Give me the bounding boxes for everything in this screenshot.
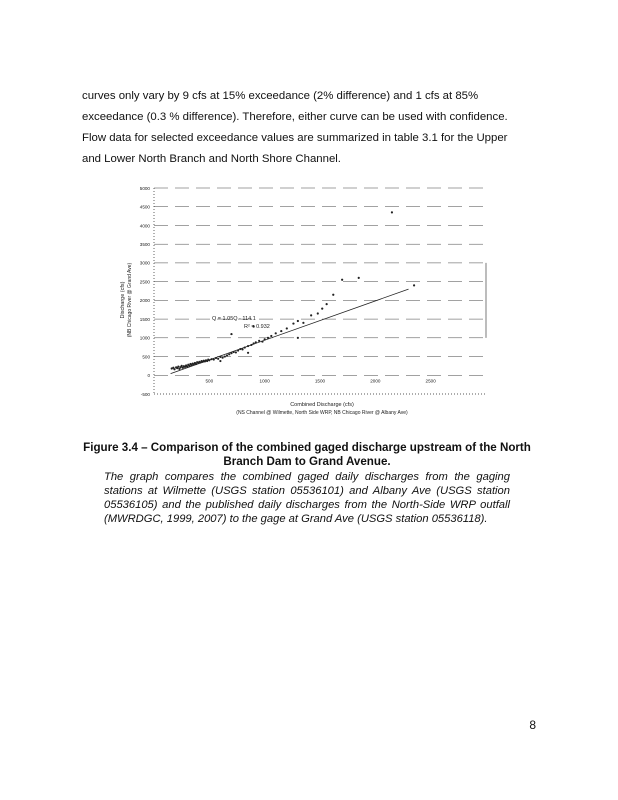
body-line: and Lower North Branch and North Shore Channel. [82, 153, 341, 165]
chart-point [230, 333, 232, 335]
chart-y-tick-label: 0 [147, 373, 150, 379]
chart-y-tick-label: 5000 [139, 185, 150, 191]
chart-y-tick-label: 3500 [139, 241, 150, 247]
chart-y-tick-label: -500 [140, 391, 150, 397]
chart-y-tick-label: 4000 [139, 223, 150, 229]
chart-point [224, 355, 226, 357]
chart-x-tick-label: 2500 [425, 378, 436, 384]
chart-point [228, 353, 230, 355]
chart-point [177, 366, 179, 368]
chart-point [341, 279, 343, 281]
chart-point [332, 294, 334, 296]
chart-point [226, 354, 228, 356]
chart-y-tick-label: 1500 [139, 316, 150, 322]
chart-y-tick-label: 2500 [139, 279, 150, 285]
chart-ylabel-sub: (NB Chicago River @ Grand Ave) [127, 262, 133, 338]
chart-point [247, 352, 249, 354]
chart-point [297, 320, 299, 322]
chart-xlabel: Combined Discharge (cfs) [290, 402, 354, 408]
chart-point [310, 314, 312, 316]
chart-points [171, 211, 416, 370]
chart-point [326, 303, 328, 305]
chart-y-tick-label: 500 [142, 354, 150, 360]
chart-ylabel: Discharge (cfs) [120, 281, 126, 319]
chart-point [391, 211, 393, 213]
chart-point [292, 322, 294, 324]
chart-y-tick-label: 4500 [139, 204, 150, 210]
chart-point [217, 358, 219, 360]
body-line: Flow data for selected exceedance values are summarized in table 3.1 for the Upper [82, 132, 508, 144]
body-paragraph [82, 86, 532, 170]
scatter-figure [112, 180, 504, 420]
figure-caption-body: The graph compares the combined gaged daily discharges from the gaging stations at Wilmette (USGS station 05536101) and Albany Ave (USGS station 05536105) and the published daily discharges from the North-Side WRP outfall (MWRDGC, 1999, 2007) to the gage at Grand Ave (USGS station 05536118). [104, 471, 510, 525]
chart-trendline [171, 289, 409, 374]
chart-point [302, 322, 304, 324]
chart-trendline-path [171, 289, 409, 374]
chart-point [222, 357, 224, 359]
chart-grid [154, 188, 486, 375]
chart-y-tick-label: 1000 [139, 335, 150, 341]
body-line: exceedance (0.3 % difference). Therefore, either curve can be used with confidence. [82, 111, 508, 123]
chart-point [317, 312, 319, 314]
chart-point [297, 337, 299, 339]
chart-r2-label: R² = 0.932 [244, 324, 270, 330]
figure-caption-title: Figure 3.4 – Comparison of the combined gaged discharge upstream of the North Branch Dam to Grand Avenue. [83, 441, 531, 468]
body-line: curves only vary by 9 cfs at 15% exceedance (2% difference) and 1 cfs at 85% [82, 90, 479, 102]
chart-point [280, 330, 282, 332]
chart-point [286, 327, 288, 329]
chart-x-tick-label: 500 [205, 378, 214, 384]
chart-equation-label: Q = 1.05Q - 114.1 [212, 316, 256, 322]
chart-point [358, 277, 360, 279]
chart-y-tick-label: 2000 [139, 298, 150, 304]
chart-xlabel-sub: (NS Channel @ Wilmette, North Side WRP, NB Chicago River @ Albany Ave) [236, 410, 408, 416]
chart-point [235, 351, 237, 353]
chart-point [321, 308, 323, 310]
scatter-chart [112, 180, 504, 420]
chart-point [173, 368, 175, 370]
chart-point [181, 365, 183, 367]
chart-point [219, 360, 221, 362]
chart-x-tick-label: 1000 [259, 378, 270, 384]
page-number: 8 [529, 718, 536, 732]
chart-point [270, 335, 272, 337]
chart-x-tick-label: 2000 [370, 378, 381, 384]
chart-y-tick-label: 3000 [139, 260, 150, 266]
chart-x-tick-label: 1500 [314, 378, 326, 384]
chart-point [275, 332, 277, 334]
chart-point [413, 284, 415, 286]
